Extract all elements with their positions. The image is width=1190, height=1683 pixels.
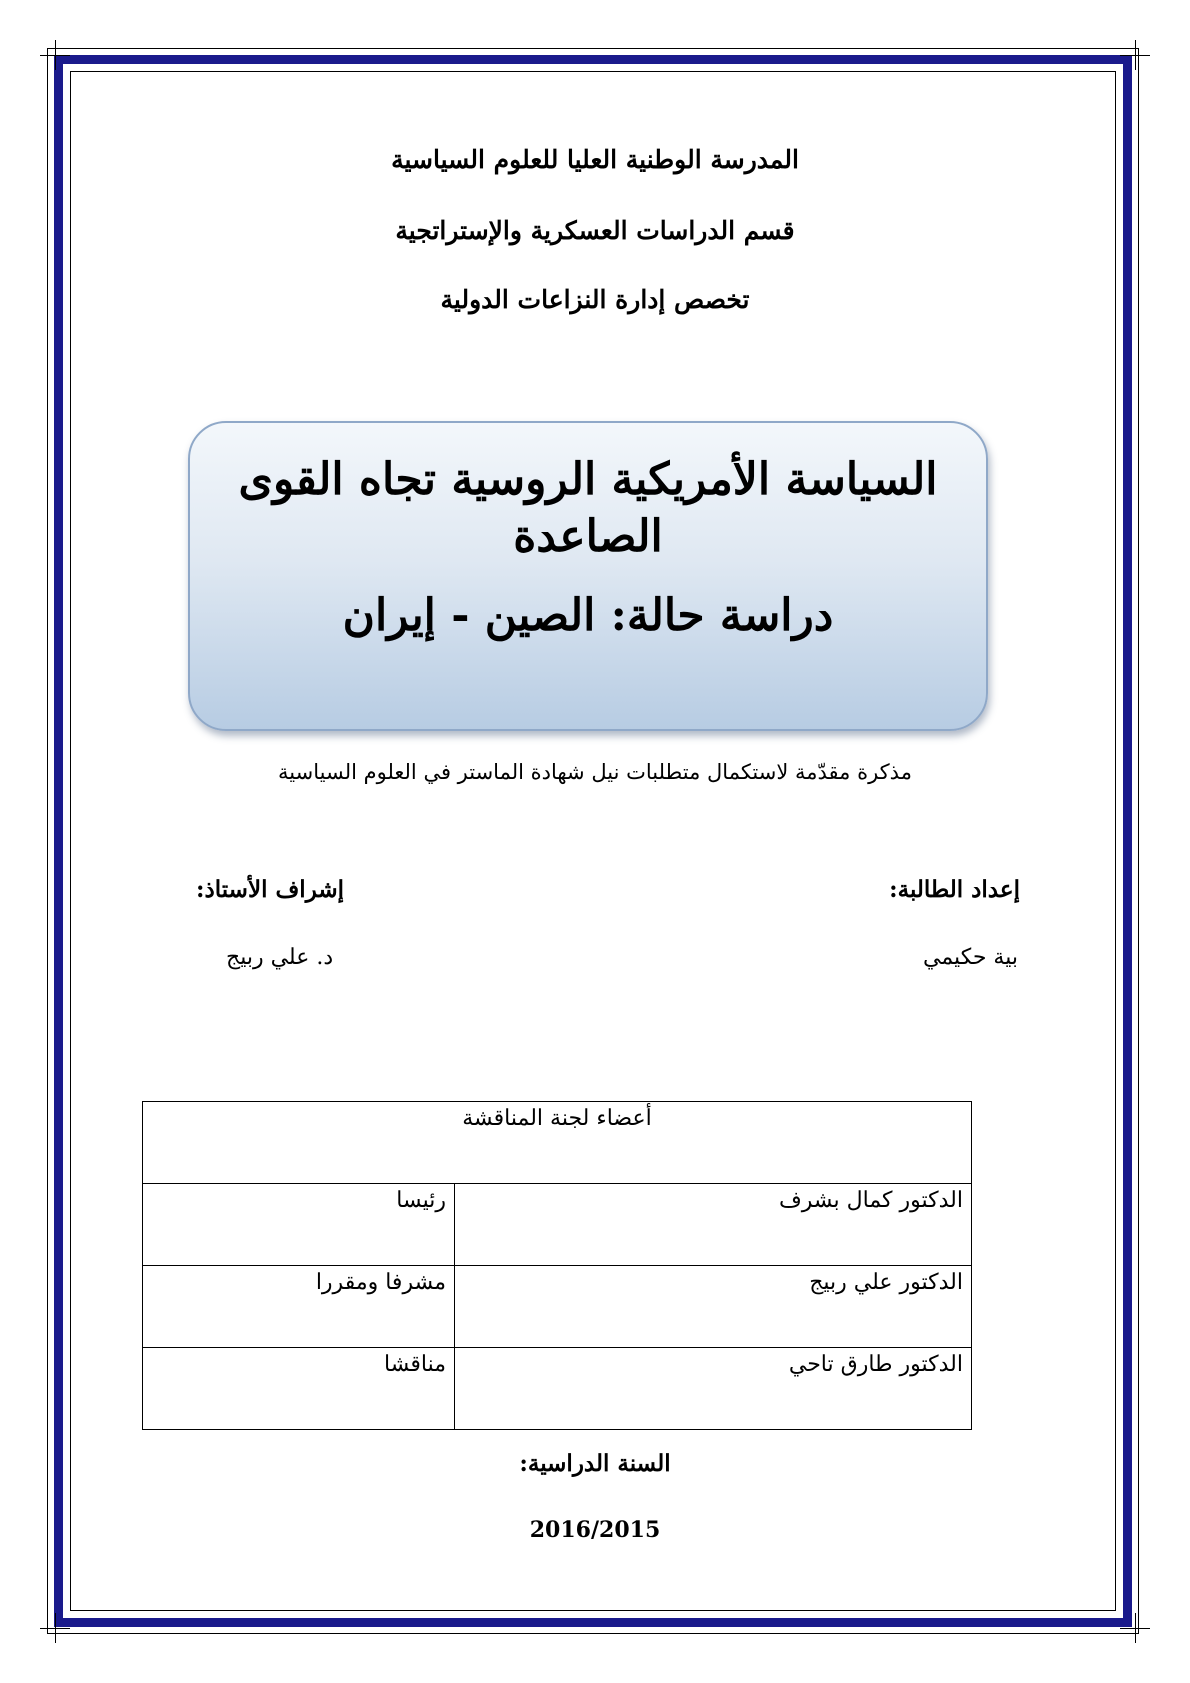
table-row — [143, 1348, 972, 1430]
academic-year: 2016/2015 — [529, 1517, 661, 1543]
case-study-title: دراسة حالة: الصين - إيران — [342, 590, 834, 642]
thesis-subtitle: مذكرة مقدّمة لاستكمال متطلبات نيل شهادة الماستر في العلوم السياسية — [278, 760, 912, 784]
academic-year-label: السنة الدراسية: — [519, 1450, 671, 1477]
member-role: مناقشا — [143, 1348, 455, 1430]
member-name: الدكتور كمال بشرف — [455, 1184, 972, 1266]
corner-ornament — [40, 40, 70, 70]
thesis-title-box — [188, 421, 988, 731]
table-row — [143, 1266, 972, 1348]
member-role: مشرفا ومقررا — [143, 1266, 455, 1348]
member-name: الدكتور علي ربيج — [455, 1266, 972, 1348]
committee-title: أعضاء لجنة المناقشة — [143, 1102, 972, 1184]
corner-ornament — [1120, 1613, 1150, 1643]
thesis-title-line-1: السياسة الأمريكية الروسية تجاه القوى — [238, 454, 938, 505]
table-row — [143, 1184, 972, 1266]
corner-ornament — [1120, 40, 1150, 70]
supervisor-name: د. علي ربيج — [226, 945, 334, 970]
thesis-title-line-2: الصاعدة — [513, 511, 663, 563]
student-label: إعداد الطالبة: — [889, 876, 1020, 903]
member-name: الدكتور طارق تاحي — [455, 1348, 972, 1430]
student-name: بية حكيمي — [923, 945, 1018, 970]
department-name: قسم الدراسات العسكرية والإستراتجية — [395, 216, 795, 245]
school-name: المدرسة الوطنية العليا للعلوم السياسية — [391, 145, 799, 174]
corner-ornament — [40, 1613, 70, 1643]
committee-table — [142, 1101, 972, 1430]
specialty-name: تخصص إدارة النزاعات الدولية — [440, 285, 750, 314]
supervisor-label: إشراف الأستاذ: — [196, 876, 345, 903]
member-role: رئيسا — [143, 1184, 455, 1266]
